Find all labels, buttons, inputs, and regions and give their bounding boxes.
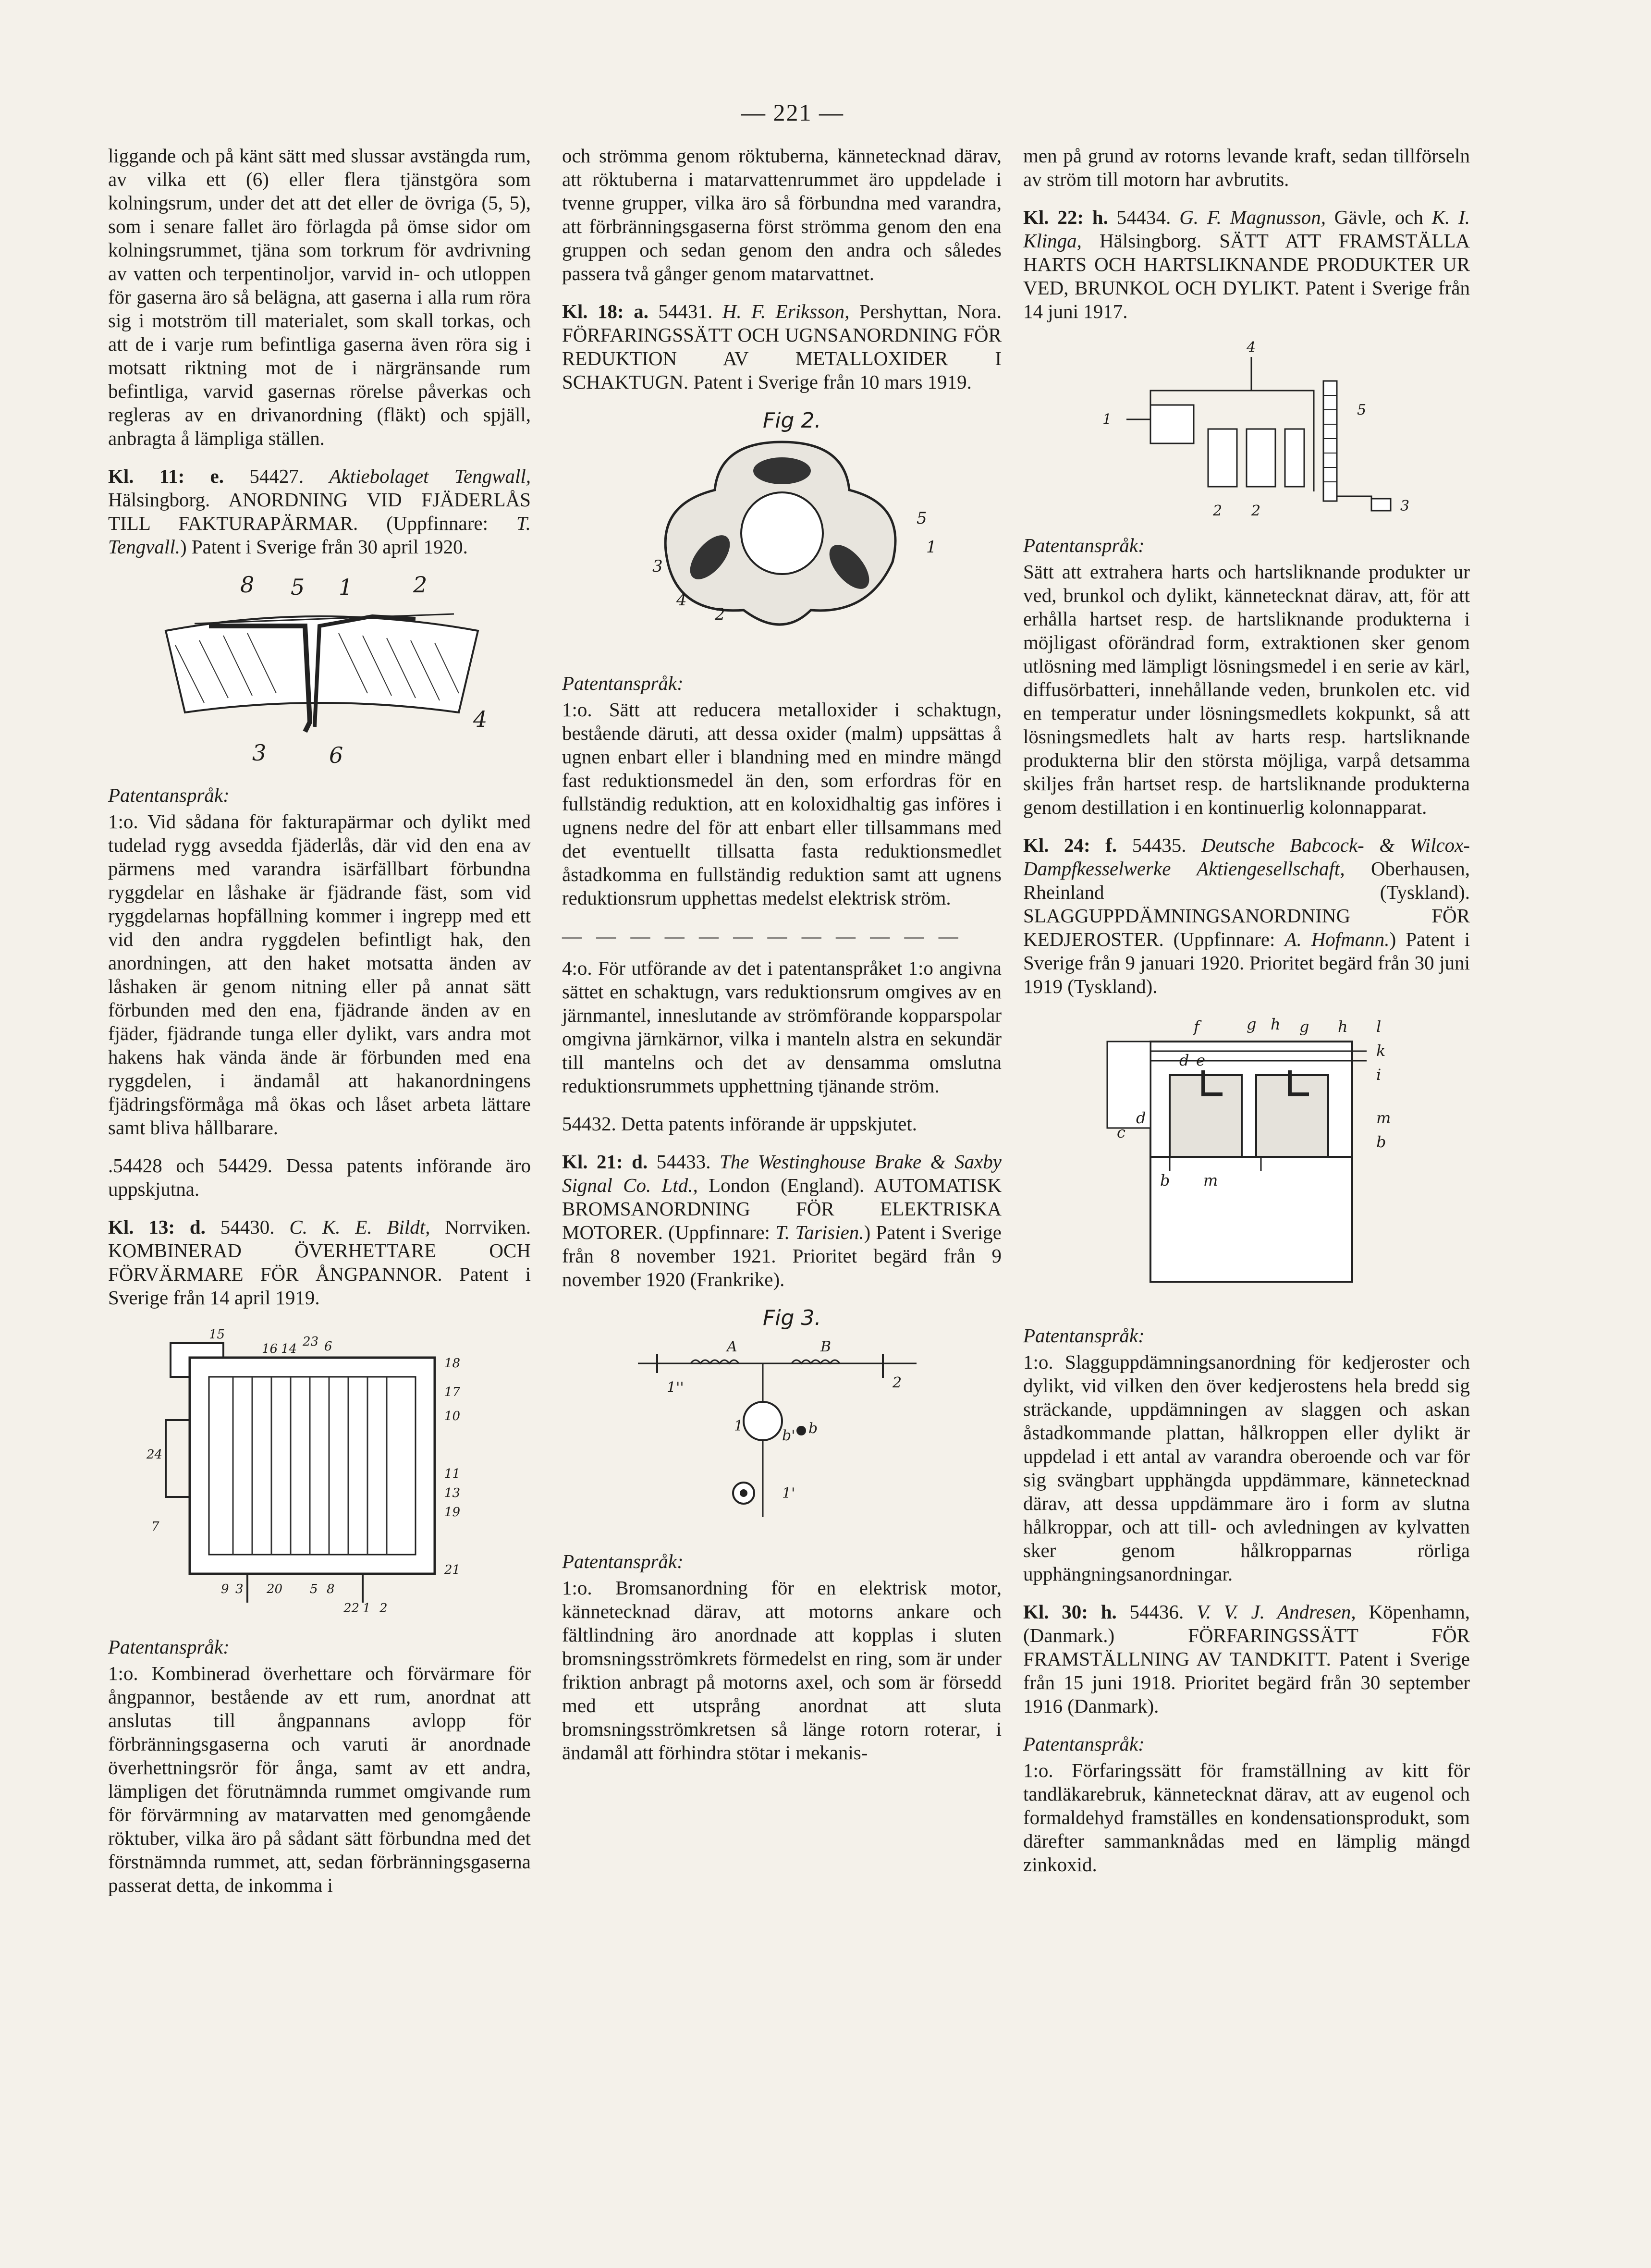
fig-label: 19 <box>444 1505 461 1520</box>
patent-inventor: A. Hofmann. <box>1284 928 1390 950</box>
fig-label: 3 <box>1400 498 1410 515</box>
patent-title: Hälsingborg. ANORDNING VID FJÄDERLÅS TILL FAKTURAPÄRMAR. (Uppfinnare: <box>108 489 531 534</box>
fig-label: h <box>1338 1018 1348 1036</box>
fig-label: 4 <box>1247 339 1256 356</box>
claims-heading: Patentanspråk: <box>1023 1324 1145 1347</box>
fig-label: 1 <box>339 574 353 600</box>
fig-label: 1 <box>1102 411 1112 428</box>
figure-slagguppdamning <box>1078 1013 1415 1311</box>
figure-overhettare <box>137 1324 502 1622</box>
patent-applicant: Aktiebolaget Tengwall, <box>329 465 531 487</box>
fig-label: 18 <box>444 1356 461 1371</box>
patent-claim: 1:o. Kombinerad överhettare och förvärmare för ångpannor, bestående av ett rum, anordnat att anslutas till ångpannans avlopp för förbränningsgaserna och varuti är anordnade överhettningsrör för ånga, samt av ett andra, lämpligen det förutnämnda rummet omgivande rum för förvärmning av matarvatten med genomgående röktuber, vilka äro på sådant sätt förbundna med det förstnämnda rummet, att, sedan förbränningsgaserna passerat detta, de inkomma i <box>108 1662 531 1896</box>
patent-entry-54431 <box>562 300 1002 394</box>
fig-label: 13 <box>444 1486 461 1500</box>
patent-dates: ) Patent i Sverige från 9 januari 1920. Prioritet begärd från 30 juni 1919 (Tyskland). <box>1023 928 1470 997</box>
patent-claim: 1:o. Slagguppdämningsanordning för kedjeroster och dylikt, vid vilken den över kedjerostens hela bredd sig sträckande, uppdämningen av slaggen och askan åstadkommande plattan, hålkroppen eller dylikt är uppdelad i ett antal av varandra oberoende och var för sig svängbart upphängda uppdämmare, kännetecknad därav, att dessa uppdämmare äro i form av slutna hålkroppar, och att till- och avledningen av kylvatten sker genom hålkropparnas rörliga upphängningsanordningar. <box>1023 1351 1470 1585</box>
patent-applicant: Deutsche Babcock- & Wilcox-Dampfkesselwerke Aktiengesellschaft, <box>1023 834 1470 880</box>
fig-label: 4 <box>473 706 488 732</box>
patent-applicant: H. F. Eriksson, <box>722 300 850 322</box>
fig-label: 11 <box>444 1467 461 1481</box>
patent-number: 54430. <box>220 1216 275 1238</box>
patent-class: Kl. 13: d. <box>108 1216 206 1238</box>
fig-label: b <box>808 1420 818 1437</box>
patent-title: Norrviken. KOMBINERAD ÖVERHETTARE OCH FÖRVÄRMARE FÖR ÅNGPANNOR. Patent i Sverige från 14 april 1919. <box>108 1216 531 1309</box>
patent-class: Kl. 22: h. <box>1023 206 1108 228</box>
fig-label: 6 <box>324 1339 332 1354</box>
fig-label: 4 <box>676 590 687 610</box>
fig-label: 1 <box>363 1601 371 1616</box>
fig-label: A <box>726 1338 737 1355</box>
paragraph-continuation: liggande och på känt sätt med slussar avstängda rum, av vilka ett (6) eller flera tjänstgöra som kolningsrum, under det att det eller de övriga (5, 5), som i senare fallet äro förlagda på ömse sidor om kolningsrummet, tjäna som torkrum för avdrivning av vatten och terpentinoljor, varvid in- och utloppen för gaserna äro så belägna, att gaserna i alla rum röra sig i motström till materialet, som skall torkas, och att de i varje rum befintliga gaserna även röra sig i motsatt riktning mot de i närgränsande rum befintliga, varvid gasernas rörelse påverkas och regleras av en drivanordning (fläkt) och spjäll, anbragta å lämpliga ställen. <box>108 145 531 449</box>
fig-label: 5 <box>916 509 927 528</box>
patent-entry-54430 <box>108 1215 531 1310</box>
patent-title: London (England). AUTOMATISK BROMSANORDNING FÖR ELEKTRISKA MOTORER. (Uppfinnare: <box>562 1174 1002 1243</box>
fig-label: 2 <box>714 605 725 624</box>
patent-applicant: V. V. J. Andresen, <box>1197 1601 1356 1623</box>
patent-number: 54431. <box>658 300 713 322</box>
column-left <box>108 144 531 1912</box>
patent-claim: 4:o. För utförande av det i patentanspråket 1:o angivna sättet en schaktugn, vars reduktionsrum omgives av en järnmantel, inneslutande av strömförande kopparspolar omgivna järnkärnor, vilka i manteln alstra en sekundär till mantelns och det av densamma omslutna reduktionsrummets upphettning tjänande ström. <box>562 957 1002 1097</box>
fig-label: 21 <box>444 1563 461 1577</box>
patent-number: 54427. <box>249 465 304 487</box>
fig-label: 9 <box>221 1582 229 1596</box>
patent-number: 54435. <box>1132 834 1186 856</box>
fig-label: 7 <box>151 1520 159 1534</box>
patent-claim: 1:o. Bromsanordning för en elektrisk motor, kännetecknad därav, att motorns ankare och fältlindning äro anordnade att kopplas i sluten bromsningsströmkrets förmedelst en ring, som är under friktion anbragt på motorns axel, och som är försedd med ett utsprång anordnat att sluta bromsningsströmkretsen så länge rotorn roterar, i ändamål att förhindra stötar i mekanis- <box>562 1577 1002 1764</box>
figure-bromsanordning <box>628 1306 936 1536</box>
figure-schaktugn <box>619 408 945 658</box>
fig-label: 8 <box>327 1582 335 1596</box>
fig-label: 2 <box>1213 503 1223 519</box>
column-middle <box>562 144 1002 1779</box>
claims-heading: Patentanspråk: <box>562 672 684 694</box>
fig-label: 15 <box>209 1327 225 1342</box>
patent-dates: ) Patent i Sverige från 30 april 1920. <box>180 536 468 558</box>
fig-label: 1'' <box>666 1379 684 1396</box>
patent-entry-54434 <box>1023 206 1470 323</box>
fig-label: 3 <box>652 557 663 576</box>
fig-label: 1 <box>734 1418 743 1434</box>
patent-title: Hälsingborg. SÄTT ATT FRAMSTÄLLA HARTS OCH HARTSLIKNANDE PRODUKTER UR VED, BRUNKOL OCH DYLIKT. Patent i Sverige från 14 juni 1917. <box>1023 230 1470 322</box>
patent-entry-54435 <box>1023 834 1470 998</box>
patent-applicant: K. I. Klinga, <box>1023 206 1470 252</box>
patent-claim: 1:o. Förfaringssätt för framställning av kitt för tandläkarebruk, kännetecknat därav, att av eugenol och formaldehyd framställes en kondensationsprodukt, som därefter sammanknådas med en lämplig mängd zinkoxid. <box>1023 1759 1470 1876</box>
patent-inventor: T. Tengvall. <box>108 512 531 558</box>
patent-applicant: C. K. E. Bildt, <box>289 1216 430 1238</box>
fig-label: 16 <box>262 1342 278 1356</box>
fig-label: 5 <box>310 1582 318 1596</box>
fig-label: 5 <box>291 574 305 600</box>
column-right <box>1023 144 1470 1891</box>
patent-entry-54433 <box>562 1150 1002 1291</box>
patent-claim: 1:o. Sätt att reducera metalloxider i schaktugn, bestående däruti, att dessa oxider (malm) uppsättas å ugnen enbart eller i blandning med en mindre mängd fast reduktionsmedel än den, som erfordras för en fullständig reduktion, att en koloxidhaltig gas införes i ugnens nedre del för att enbart eller tillsammans med det eventuellt tillsatta fasta reduktionsmedlet åstadkomma en fullständig reduktion samt att ugnens reduktionsrum upphettas medelst elektrisk ström. <box>562 699 1002 909</box>
patent-title: Köpenhamn, (Danmark.) FÖRFARINGSSÄTT FÖR FRAMSTÄLLNING AV TANDKITT. Patent i Sverige från 15 juni 1918. Prioritet begärd från 30 september 1916 (Danmark). <box>1023 1601 1470 1717</box>
patent-claim: 1:o. Vid sådana för fakturapärmar och dylikt med tudelad rygg avsedda fjäderlås, där vid den ena av pärmens med varandra isärfällbart förbundna ryggdelar en låshake är fjädrande fäst, som vid ryggdelarnas hopfällning kommer i ingrepp med ett vid den andra ryggdelen befintligt hak, den anordningen, att den haket motsatta änden av låshaken är genom nitning eller på annat sätt förbunden med den ena, fjädrande änden av en fjäder, fjädrande tunga eller dylikt, vars andra mot hakens hak vända ände är förbunden med ena ryggdelen, i ändamål att hakanordningens fjädringsförmåga må ökas och låset arbeta lättare samt bliva hållbarare. <box>108 810 531 1139</box>
patent-applicant: The Westinghouse Brake & Saxby Signal Co. Ltd., <box>562 1151 1002 1196</box>
figure-caption: Fig 3. <box>762 1306 821 1330</box>
patent-title: Gävle, och <box>1334 206 1423 228</box>
fig-label: 3 <box>252 740 267 766</box>
patent-entry-54432: 54432. Detta patents införande är uppskjutet. <box>562 1113 917 1135</box>
fig-label: m <box>1203 1171 1218 1189</box>
fig-label: k <box>1376 1042 1386 1060</box>
patent-inventor: T. Tarisien. <box>775 1221 864 1243</box>
patent-claim: Sätt att extrahera harts och hartsliknande produkter ur ved, brunkol och dylikt, kännetecknat därav, att, för att erhålla hartset resp. de hartsliknande produkterna i möjligast oförändrad form, extraktionen sker genom utlösning med lämpligt lösningsmedel i en serie av kärl, diffusörbatteri, innehållande veden, brunkolen etc. vid en temperatur under lösningsmedlets kokpunkt, så att lösningsmedlets halt av harts resp. hartsliknande produkterna blir den största möjliga, varpå detsamma skiljes från hartset resp. de hartsliknande produkterna genom destillation i en kontinuerlig kolonnapparat. <box>1023 561 1470 818</box>
patent-number: 54433. <box>656 1151 711 1173</box>
fig-label: g <box>1247 1015 1257 1033</box>
fig-label: 8 <box>240 573 255 598</box>
patent-entry-54427 <box>108 465 531 559</box>
fig-label: 5 <box>1357 402 1367 418</box>
fig-label: 3 <box>235 1582 244 1596</box>
fig-label: e <box>1196 1051 1205 1069</box>
fig-label: i <box>1376 1066 1382 1084</box>
fig-label: 24 <box>147 1447 163 1462</box>
claims-heading: Patentanspråk: <box>1023 1733 1145 1755</box>
fig-label: 14 <box>281 1342 297 1356</box>
fig-label: 17 <box>444 1385 461 1399</box>
fig-label: 23 <box>303 1335 319 1349</box>
fig-label: m <box>1376 1109 1391 1127</box>
fig-label: l <box>1376 1018 1382 1036</box>
patent-class: Kl. 11: e. <box>108 465 224 487</box>
claims-heading: Patentanspråk: <box>1023 534 1145 556</box>
fig-label: b <box>1376 1133 1386 1151</box>
fig-label: 2 <box>413 573 428 598</box>
fig-label: d <box>1179 1051 1189 1069</box>
claims-heading: Patentanspråk: <box>108 784 230 806</box>
fig-label: 6 <box>329 742 343 768</box>
fig-label: g <box>1299 1018 1309 1036</box>
patent-dates: ) Patent i Sverige från 8 november 1921. Prioritet begärd från 9 november 1920 (Frankrike). <box>562 1221 1002 1290</box>
patent-entry-54436 <box>1023 1600 1470 1718</box>
fig-label: c <box>1117 1123 1125 1141</box>
paragraph-continuation: men på grund av rotorns levande kraft, sedan tillförseln av ström till motorn har avbrutits. <box>1023 145 1470 190</box>
patent-entry-54428: .54428 och 54429. Dessa patents införande äro uppskjutna. <box>108 1154 531 1200</box>
fig-label: 2 <box>379 1601 388 1616</box>
fig-label: 1 <box>926 538 937 557</box>
figure-diffusorbatteri <box>1064 338 1429 520</box>
fig-label: 2 <box>1251 503 1261 519</box>
patent-class: Kl. 18: a. <box>562 300 648 322</box>
fig-label: b' <box>782 1427 795 1444</box>
fig-label: 22 <box>343 1601 360 1616</box>
figure-fjaderlas <box>147 573 492 770</box>
paragraph-continuation: och strömma genom röktuberna, kännetecknad därav, att röktuberna i matarvattenrummet äro uppdelade i tvenne grupper, vilka äro så förbundna med varandra, att förbränningsgaserna först strömma genom den ena gruppen och sedan genom den andra och således passera två gånger genom matarvattnet. <box>562 145 1002 284</box>
fig-label: 1' <box>782 1485 795 1502</box>
fig-label: h <box>1271 1015 1281 1033</box>
claims-heading: Patentanspråk: <box>562 1550 684 1572</box>
fig-label: d <box>1136 1109 1146 1127</box>
fig-label: b <box>1160 1171 1170 1189</box>
patent-class: Kl. 21: d. <box>562 1151 648 1173</box>
fig-label: 2 <box>892 1374 902 1391</box>
patent-class: Kl. 24: f. <box>1023 834 1117 856</box>
page-number: — 221 — <box>741 99 844 126</box>
fig-label: 20 <box>267 1582 283 1596</box>
figure-caption: Fig 2. <box>762 408 821 433</box>
patent-applicant: G. F. Magnusson, <box>1179 206 1326 228</box>
fig-label: B <box>820 1338 831 1355</box>
patent-title: Pershyttan, Nora. FÖRFARINGSSÄTT OCH UGNSANORDNING FÖR REDUKTION AV METALLOXIDER I SCHAKTUGN. Patent i Sverige från 10 mars 1919. <box>562 300 1002 393</box>
patent-number: 54436. <box>1129 1601 1184 1623</box>
patent-class: Kl. 30: h. <box>1023 1601 1117 1623</box>
fig-label: 10 <box>444 1409 461 1423</box>
fig-label: f <box>1194 1018 1199 1036</box>
patent-number: 54434. <box>1116 206 1171 228</box>
separator-dashes: — — — — — — — — — — — — <box>562 925 963 947</box>
claims-heading: Patentanspråk: <box>108 1636 230 1658</box>
patent-title: Oberhausen, Rheinland (Tyskland). SLAGGUPPDÄMNINGSANORDNING FÖR KEDJEROSTER. (Uppfinnare: <box>1023 858 1470 950</box>
